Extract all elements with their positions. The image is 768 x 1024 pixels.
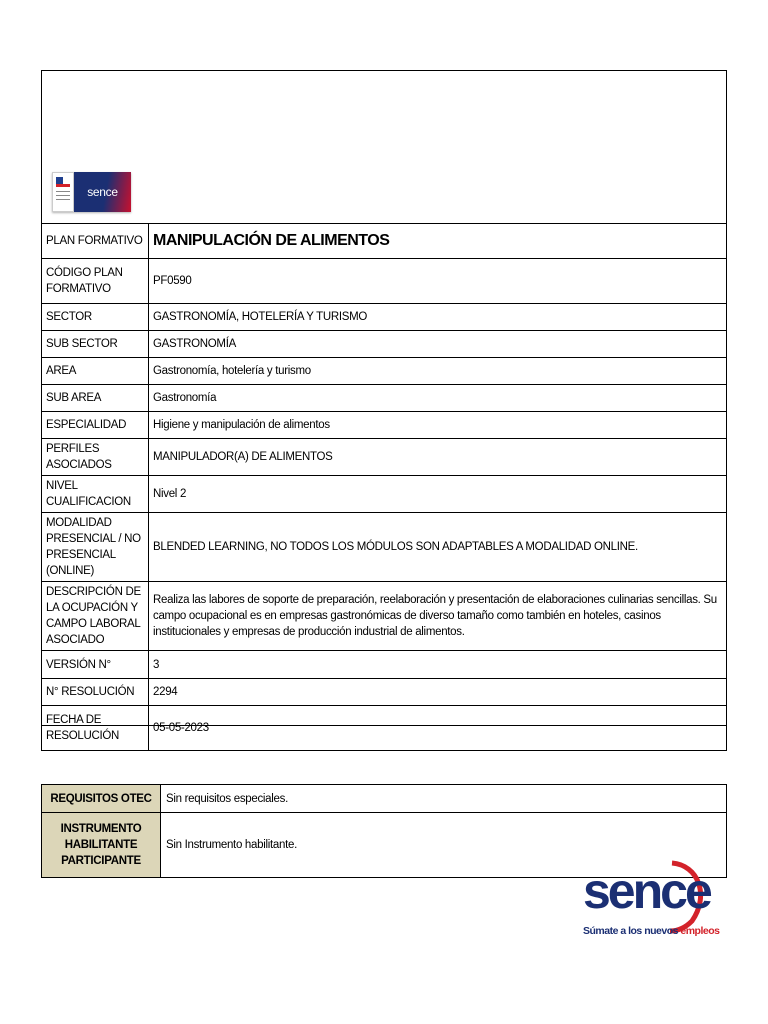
row-label: FECHA DE RESOLUCIÓN [42, 706, 149, 751]
sence-footer-logo [580, 855, 720, 945]
plan-formativo-table [41, 223, 727, 751]
government-crest-icon [52, 172, 74, 212]
plan-title: MANIPULACIÓN DE ALIMENTOS [149, 224, 727, 259]
table-row [42, 706, 727, 751]
row-value: GASTRONOMÍA, HOTELERÍA Y TURISMO [149, 304, 727, 331]
row-value: MANIPULADOR(A) DE ALIMENTOS [149, 439, 727, 476]
row-label: DESCRIPCIÓN DE LA OCUPACIÓN Y CAMPO LABORAL ASOCIADO [42, 582, 149, 651]
row-value: BLENDED LEARNING, NO TODOS LOS MÓDULOS SON ADAPTABLES A MODALIDAD ONLINE. [149, 513, 727, 582]
row-label: MODALIDAD PRESENCIAL / NO PRESENCIAL (ONLINE) [42, 513, 149, 582]
row-label: VERSIÓN N° [42, 651, 149, 679]
row-label: PERFILES ASOCIADOS [42, 439, 149, 476]
sence-wordmark: sence [583, 863, 710, 919]
tagline-highlight: empleos [680, 925, 720, 937]
row-value: 3 [149, 651, 727, 679]
table-row [42, 385, 727, 412]
table-row [42, 679, 727, 706]
table-row [42, 304, 727, 331]
table-row [42, 224, 727, 259]
table-row [42, 785, 727, 813]
sence-brand-text: sence [74, 172, 131, 212]
row-value: Gastronomía, hotelería y turismo [149, 358, 727, 385]
row-value: Higiene y manipulación de alimentos [149, 412, 727, 439]
table-row [42, 259, 727, 304]
sence-government-logo [52, 172, 131, 212]
row-value: 05-05-2023 [149, 706, 727, 751]
row-label: SUB AREA [42, 385, 149, 412]
table-row [42, 476, 727, 513]
row-label: ESPECIALIDAD [42, 412, 149, 439]
row-value: Realiza las labores de soporte de preparación, reelaboración y presentación de elaboraciones culinarias sencillas. Su campo ocupacional es en empresas gastronómicas de diverso tamaño como también en hoteles, casinos institucionales y empresas de producción industrial de alimentos. [149, 582, 727, 651]
row-value: PF0590 [149, 259, 727, 304]
row-value: Nivel 2 [149, 476, 727, 513]
row-label: NIVEL CUALIFICACION [42, 476, 149, 513]
table-row [42, 412, 727, 439]
row-label: CÓDIGO PLAN FORMATIVO [42, 259, 149, 304]
table-row [42, 651, 727, 679]
row-value: 2294 [149, 679, 727, 706]
row-value: Gastronomía [149, 385, 727, 412]
row-label: PLAN FORMATIVO [42, 224, 149, 259]
row-label: INSTRUMENTO HABILITANTE PARTICIPANTE [42, 813, 161, 878]
sence-tagline [583, 925, 719, 937]
row-value: GASTRONOMÍA [149, 331, 727, 358]
row-value: Sin Instrumento habilitante. [161, 813, 727, 878]
tagline-prefix: Súmate a los nuevos [583, 925, 681, 937]
table-row [42, 331, 727, 358]
table-row [42, 439, 727, 476]
row-value: Sin requisitos especiales. [161, 785, 727, 813]
row-label: REQUISITOS OTEC [42, 785, 161, 813]
row-label: AREA [42, 358, 149, 385]
table-row [42, 513, 727, 582]
table-row [42, 582, 727, 651]
row-label: SUB SECTOR [42, 331, 149, 358]
row-label: N° RESOLUCIÓN [42, 679, 149, 706]
table-row [42, 358, 727, 385]
row-label: SECTOR [42, 304, 149, 331]
